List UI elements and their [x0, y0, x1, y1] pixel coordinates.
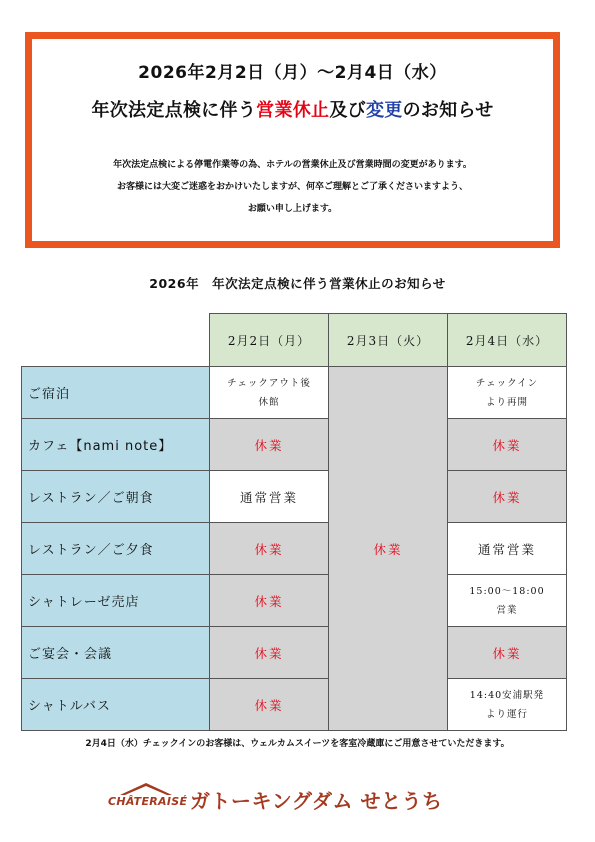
cell-line: 休館 [258, 396, 280, 408]
cell-banquet-feb4: 休業 [448, 627, 567, 679]
cell-banquet-feb2: 休業 [210, 627, 329, 679]
schedule-table [21, 313, 567, 731]
row-label-breakfast: レストラン／ご朝食 [22, 471, 210, 523]
cell-shop-feb2: 休業 [210, 575, 329, 627]
headline-part-1: 年次法定点検に伴う [91, 100, 257, 121]
row-label-dinner: レストラン／ご夕食 [22, 523, 210, 575]
brand-name: ガトーキングダム せとうち [190, 789, 443, 813]
row-label-banquet: ご宴会・会議 [22, 627, 210, 679]
cell-stay-feb4 [448, 367, 567, 419]
day-header-feb3: 2月3日（火） [329, 314, 448, 367]
row-label-shuttle: シャトルバス [22, 679, 210, 731]
notice-body-line: 年次法定点検による停電作業等の為、ホテルの営業休止及び営業時間の変更があります。 [113, 160, 472, 170]
cell-shuttle-feb2: 休業 [210, 679, 329, 731]
cell-line: より再開 [485, 396, 528, 408]
cell-breakfast-feb2: 通常営業 [210, 471, 329, 523]
notice-body [32, 154, 553, 220]
cell-feb3-all-closed: 休業 [329, 367, 448, 731]
cell-dinner-feb2: 休業 [210, 523, 329, 575]
logo-wordmark: CHÂTERAISÉ [108, 795, 188, 808]
headline-change: 変更 [365, 100, 403, 121]
cell-line: 営業 [496, 604, 518, 616]
cell-cafe-feb4: 休業 [448, 419, 567, 471]
notice-headline [32, 96, 553, 122]
cell-line: 15:00〜18:00 [469, 585, 545, 597]
headline-part-3: のお知らせ [402, 100, 494, 121]
cell-cafe-feb2: 休業 [210, 419, 329, 471]
brand-footer [0, 782, 595, 818]
logo-roof-icon [118, 782, 174, 796]
cell-line: チェックアウト後 [227, 377, 311, 389]
cell-line: より運行 [485, 708, 528, 720]
day-header-feb2: 2月2日（月） [210, 314, 329, 367]
day-header-feb4: 2月4日（水） [448, 314, 567, 367]
cell-shop-feb4 [448, 575, 567, 627]
cell-breakfast-feb4: 休業 [448, 471, 567, 523]
row-label-stay: ご宿泊 [22, 367, 210, 419]
headline-part-2: 及び [329, 100, 366, 121]
footnote: 2月4日（水）チェックインのお客様は、ウェルカムスイーツを客室冷蔵庫にご用意させていただきます。 [85, 739, 510, 749]
row-label-cafe: カフェ【nami note】 [22, 419, 210, 471]
cell-shuttle-feb4 [448, 679, 567, 731]
notice-body-line: お願い申し上げます。 [247, 204, 338, 214]
headline-suspension: 営業休止 [256, 100, 330, 121]
cell-line: チェックイン [475, 377, 539, 389]
chateraise-logo [108, 782, 188, 816]
row-label-shop: シャトレーゼ売店 [22, 575, 210, 627]
table-corner [22, 314, 210, 367]
notice-date: 2026年2月2日（月）〜2月4日（水） [138, 63, 447, 83]
table-title: 2026年 年次法定点検に伴う営業休止のお知らせ [149, 276, 446, 291]
cell-dinner-feb4: 通常営業 [448, 523, 567, 575]
cell-stay-feb2 [210, 367, 329, 419]
notice-body-line: お客様には大変ご迷惑をおかけいたしますが、何卒ご理解とご了承くださいますよう、 [116, 182, 468, 192]
cell-line: 14:40安浦駅発 [469, 689, 545, 701]
notice-box [25, 32, 560, 248]
